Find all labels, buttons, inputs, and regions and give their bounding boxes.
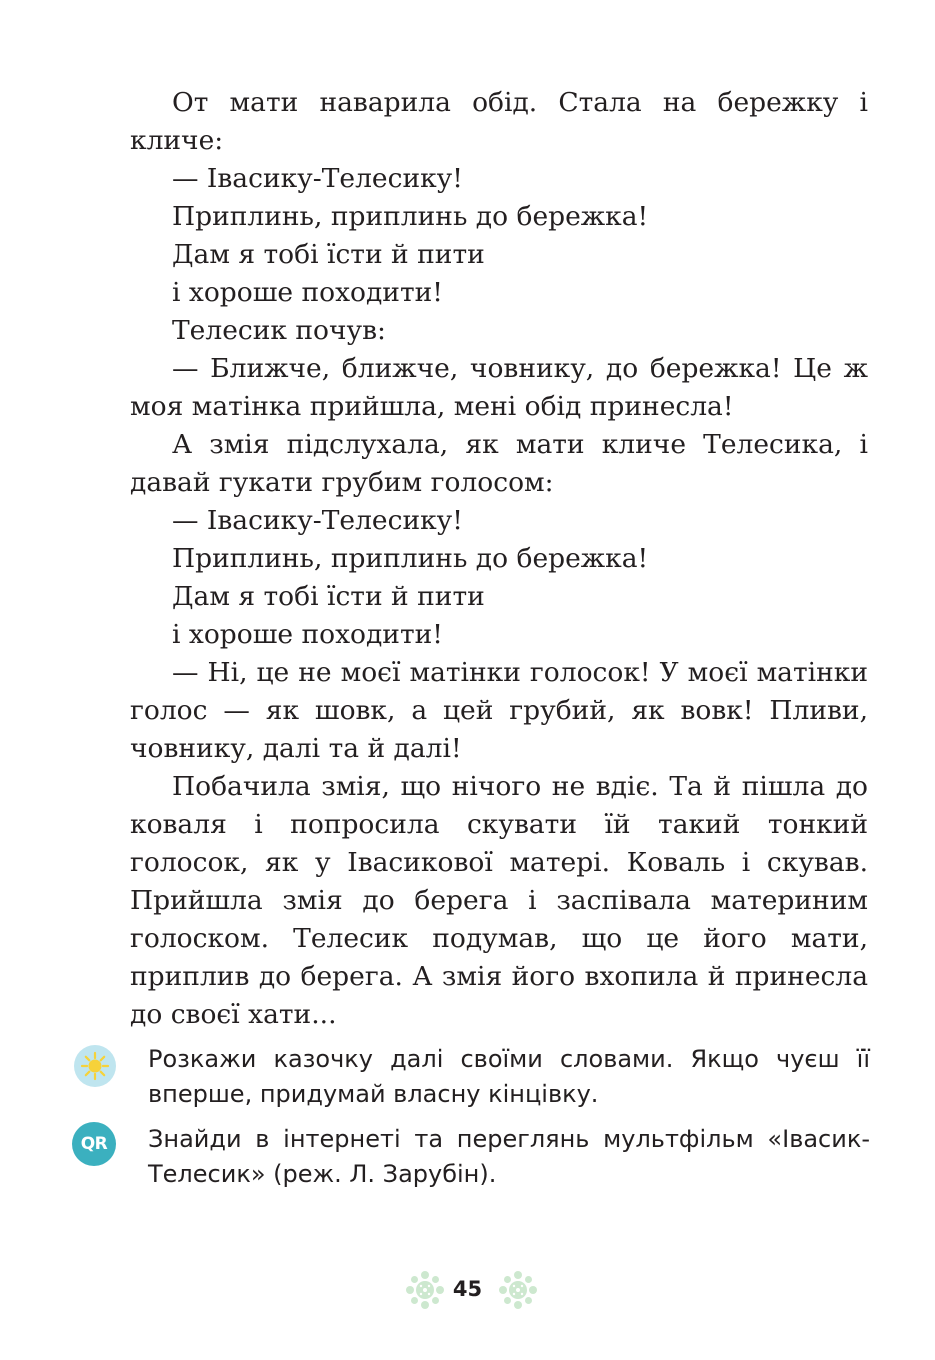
poem-line: — Івасику-Телесику! — [172, 505, 463, 536]
sun-icon-graphic — [80, 1051, 110, 1081]
paragraph: — Ближче, ближче, човнику, до бережка! Це ж моя матінка прийшла, мені обід принесла! — [130, 353, 868, 422]
paragraph: А змія підслухала, як мати кличе Телесика, і давай гукати грубим голосом: — [130, 429, 868, 498]
poem-line: і хороше походити! — [172, 619, 443, 650]
sun-icon — [74, 1045, 116, 1087]
task-qr — [148, 1122, 870, 1192]
page-number: 45 — [452, 1277, 483, 1301]
paragraph: Телесик почув: — [172, 315, 386, 346]
page-footer — [0, 1268, 935, 1312]
task-retell-text: Розкажи казочку далі своїми словами. Якщо чуєш її вперше, придумай власну кінцівку. — [148, 1045, 870, 1108]
poem-line: Приплинь, приплинь до бережка! — [172, 543, 649, 574]
task-qr-text: Знайди в інтернеті та переглянь мультфільм «Івасик-Телесик» (реж. Л. Зарубін). — [148, 1125, 870, 1188]
right-ornament-icon — [498, 1270, 538, 1310]
paragraph: Побачила змія, що нічого не вдіє. Та й пішла до коваля і попросила скувати їй такий тонкий голосок, як у Івасикової матері. Коваль і скував. Прийшла змія до берега і заспівала материним голоском. Телесик подумав, що це його мати, приплив до берега. А змія його вхопила й принесла до своєї хати... — [130, 771, 868, 1030]
task-retell — [148, 1042, 870, 1112]
paragraph: — Ні, це не моєї матінки голосок! У моєї матінки голос — як шовк, а цей грубий, як вовк! Пливи, човнику, далі та й далі! — [130, 657, 868, 764]
poem-line: Дам я тобі їсти й пити — [172, 581, 485, 612]
poem-line: Приплинь, приплинь до бережка! — [172, 201, 649, 232]
poem-line: — Івасику-Телесику! — [172, 163, 463, 194]
story-text — [130, 84, 868, 1034]
qr-icon[interactable] — [72, 1122, 116, 1166]
poem-line: Дам я тобі їсти й пити — [172, 239, 485, 270]
poem-line: і хороше походити! — [172, 277, 443, 308]
qr-icon-label: QR — [80, 1134, 108, 1154]
paragraph: От мати наварила обід. Стала на бережку і кличе: — [130, 87, 868, 156]
